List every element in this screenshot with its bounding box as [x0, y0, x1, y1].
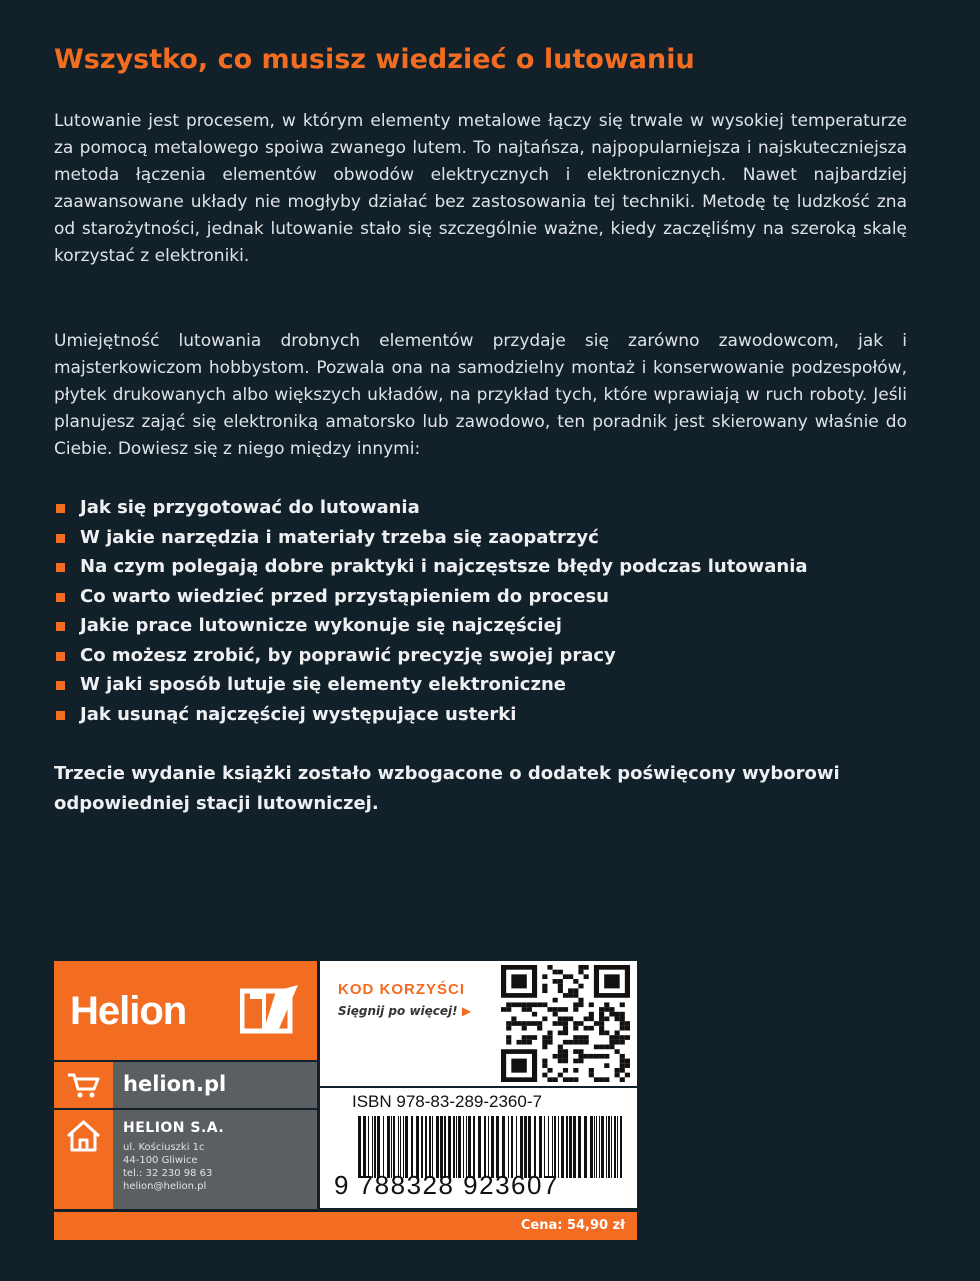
- bullet-square-icon: [56, 681, 65, 690]
- topics-list: [54, 493, 808, 729]
- house-icon-box: [54, 1110, 113, 1209]
- bullet-square-icon: [56, 622, 65, 631]
- kod-subtitle: Sięgnij po więcej! ▶: [338, 1004, 472, 1018]
- divider: [320, 1086, 637, 1088]
- list-item: Co możesz zrobić, by poprawić precyzję swojej pracy: [54, 641, 808, 671]
- bullet-square-icon: [56, 504, 65, 513]
- list-item: W jakie narzędzia i materiały trzeba się zaopatrzyć: [54, 523, 808, 553]
- helion-logo-mark-icon: [240, 983, 302, 1037]
- list-item: Jak się przygotować do lutowania: [54, 493, 808, 523]
- cart-icon-box: [54, 1062, 113, 1108]
- bullet-square-icon: [56, 534, 65, 543]
- play-arrow-icon: ▶: [461, 1004, 472, 1018]
- phone-line: tel.: 32 230 98 63: [123, 1168, 213, 1179]
- price-text: Cena: 54,90 zł: [520, 1218, 625, 1233]
- list-item: Co warto wiedzieć przed przystąpieniem do procesu: [54, 582, 808, 612]
- price-bar: [54, 1212, 637, 1240]
- qr-code[interactable]: [501, 965, 630, 1082]
- website-row[interactable]: [113, 1062, 317, 1108]
- bullet-square-icon: [56, 593, 65, 602]
- page-title: Wszystko, co musisz wiedzieć o lutowaniu: [54, 44, 695, 75]
- closing-note: Trzecie wydanie książki zostało wzbogacone o dodatek poświęcony wyborowi odpowiedniej stacji lutowniczej.: [54, 763, 840, 814]
- list-item: Na czym polegają dobre praktyki i najczęstsze błędy podczas lutowania: [54, 552, 808, 582]
- code-and-barcode-box: [320, 961, 637, 1208]
- kod-title: KOD KORZYŚCI: [338, 981, 466, 998]
- email-line: helion@helion.pl: [123, 1181, 207, 1192]
- bullet-square-icon: [56, 652, 65, 661]
- house-icon: [54, 1110, 113, 1160]
- isbn-text: ISBN 978-83-289-2360-7: [352, 1092, 542, 1111]
- cart-icon: [54, 1062, 113, 1108]
- list-item: Jakie prace lutownicze wykonuje się najczęściej: [54, 611, 808, 641]
- publisher-logo-text: Helion: [70, 989, 187, 1033]
- list-item: W jaki sposób lutuje się elementy elektroniczne: [54, 670, 808, 700]
- barcode-number: 9 788328 923607: [334, 1170, 559, 1200]
- address-line: 44-100 Gliwice: [123, 1155, 198, 1166]
- address-line: ul. Kościuszki 1c: [123, 1142, 205, 1153]
- website-link[interactable]: helion.pl: [123, 1072, 227, 1096]
- intro-paragraph: Lutowanie jest procesem, w którym elementy metalowe łączy się trwale w wysokiej temperaturze za pomocą metalowego spoiwa zwanego lutem. To najtańsza, najpopularniejsza i najskuteczniejsza metoda łączenia elementów obwodów elektrycznych i elektronicznych. Nawet najbardziej zaawansowane układy nie mogłyby działać bez zastosowania tej techniki. Metodę tę ludzkość zna od starożytności, jednak lutowanie stało się szczególnie ważne, kiedy zaczęliśmy na szeroką skalę korzystać z elektroniki.: [54, 111, 907, 266]
- bullet-square-icon: [56, 711, 65, 720]
- publisher-logo-box: [54, 961, 317, 1060]
- publisher-name: HELION S.A.: [123, 1120, 225, 1136]
- list-item: Jak usunąć najczęściej występujące usterki: [54, 700, 808, 730]
- publisher-address: [123, 1141, 212, 1193]
- bullet-square-icon: [56, 563, 65, 572]
- barcode: [356, 1116, 626, 1178]
- address-row: [113, 1110, 317, 1209]
- skills-paragraph: Umiejętność lutowania drobnych elementów przydaje się zarówno zawodowcom, jak i majsterkowiczom hobbystom. Pozwala ona na samodzielny montaż i konserwowanie podzespołów, płytek drukowanych albo większych układów, na przykład tych, które wprawiają w ruch roboty. Jeśli planujesz zająć się elektroniką amatorsko lub zawodowo, ten poradnik jest skierowany właśnie do Ciebie. Dowiesz się z niego między innymi:: [54, 331, 907, 459]
